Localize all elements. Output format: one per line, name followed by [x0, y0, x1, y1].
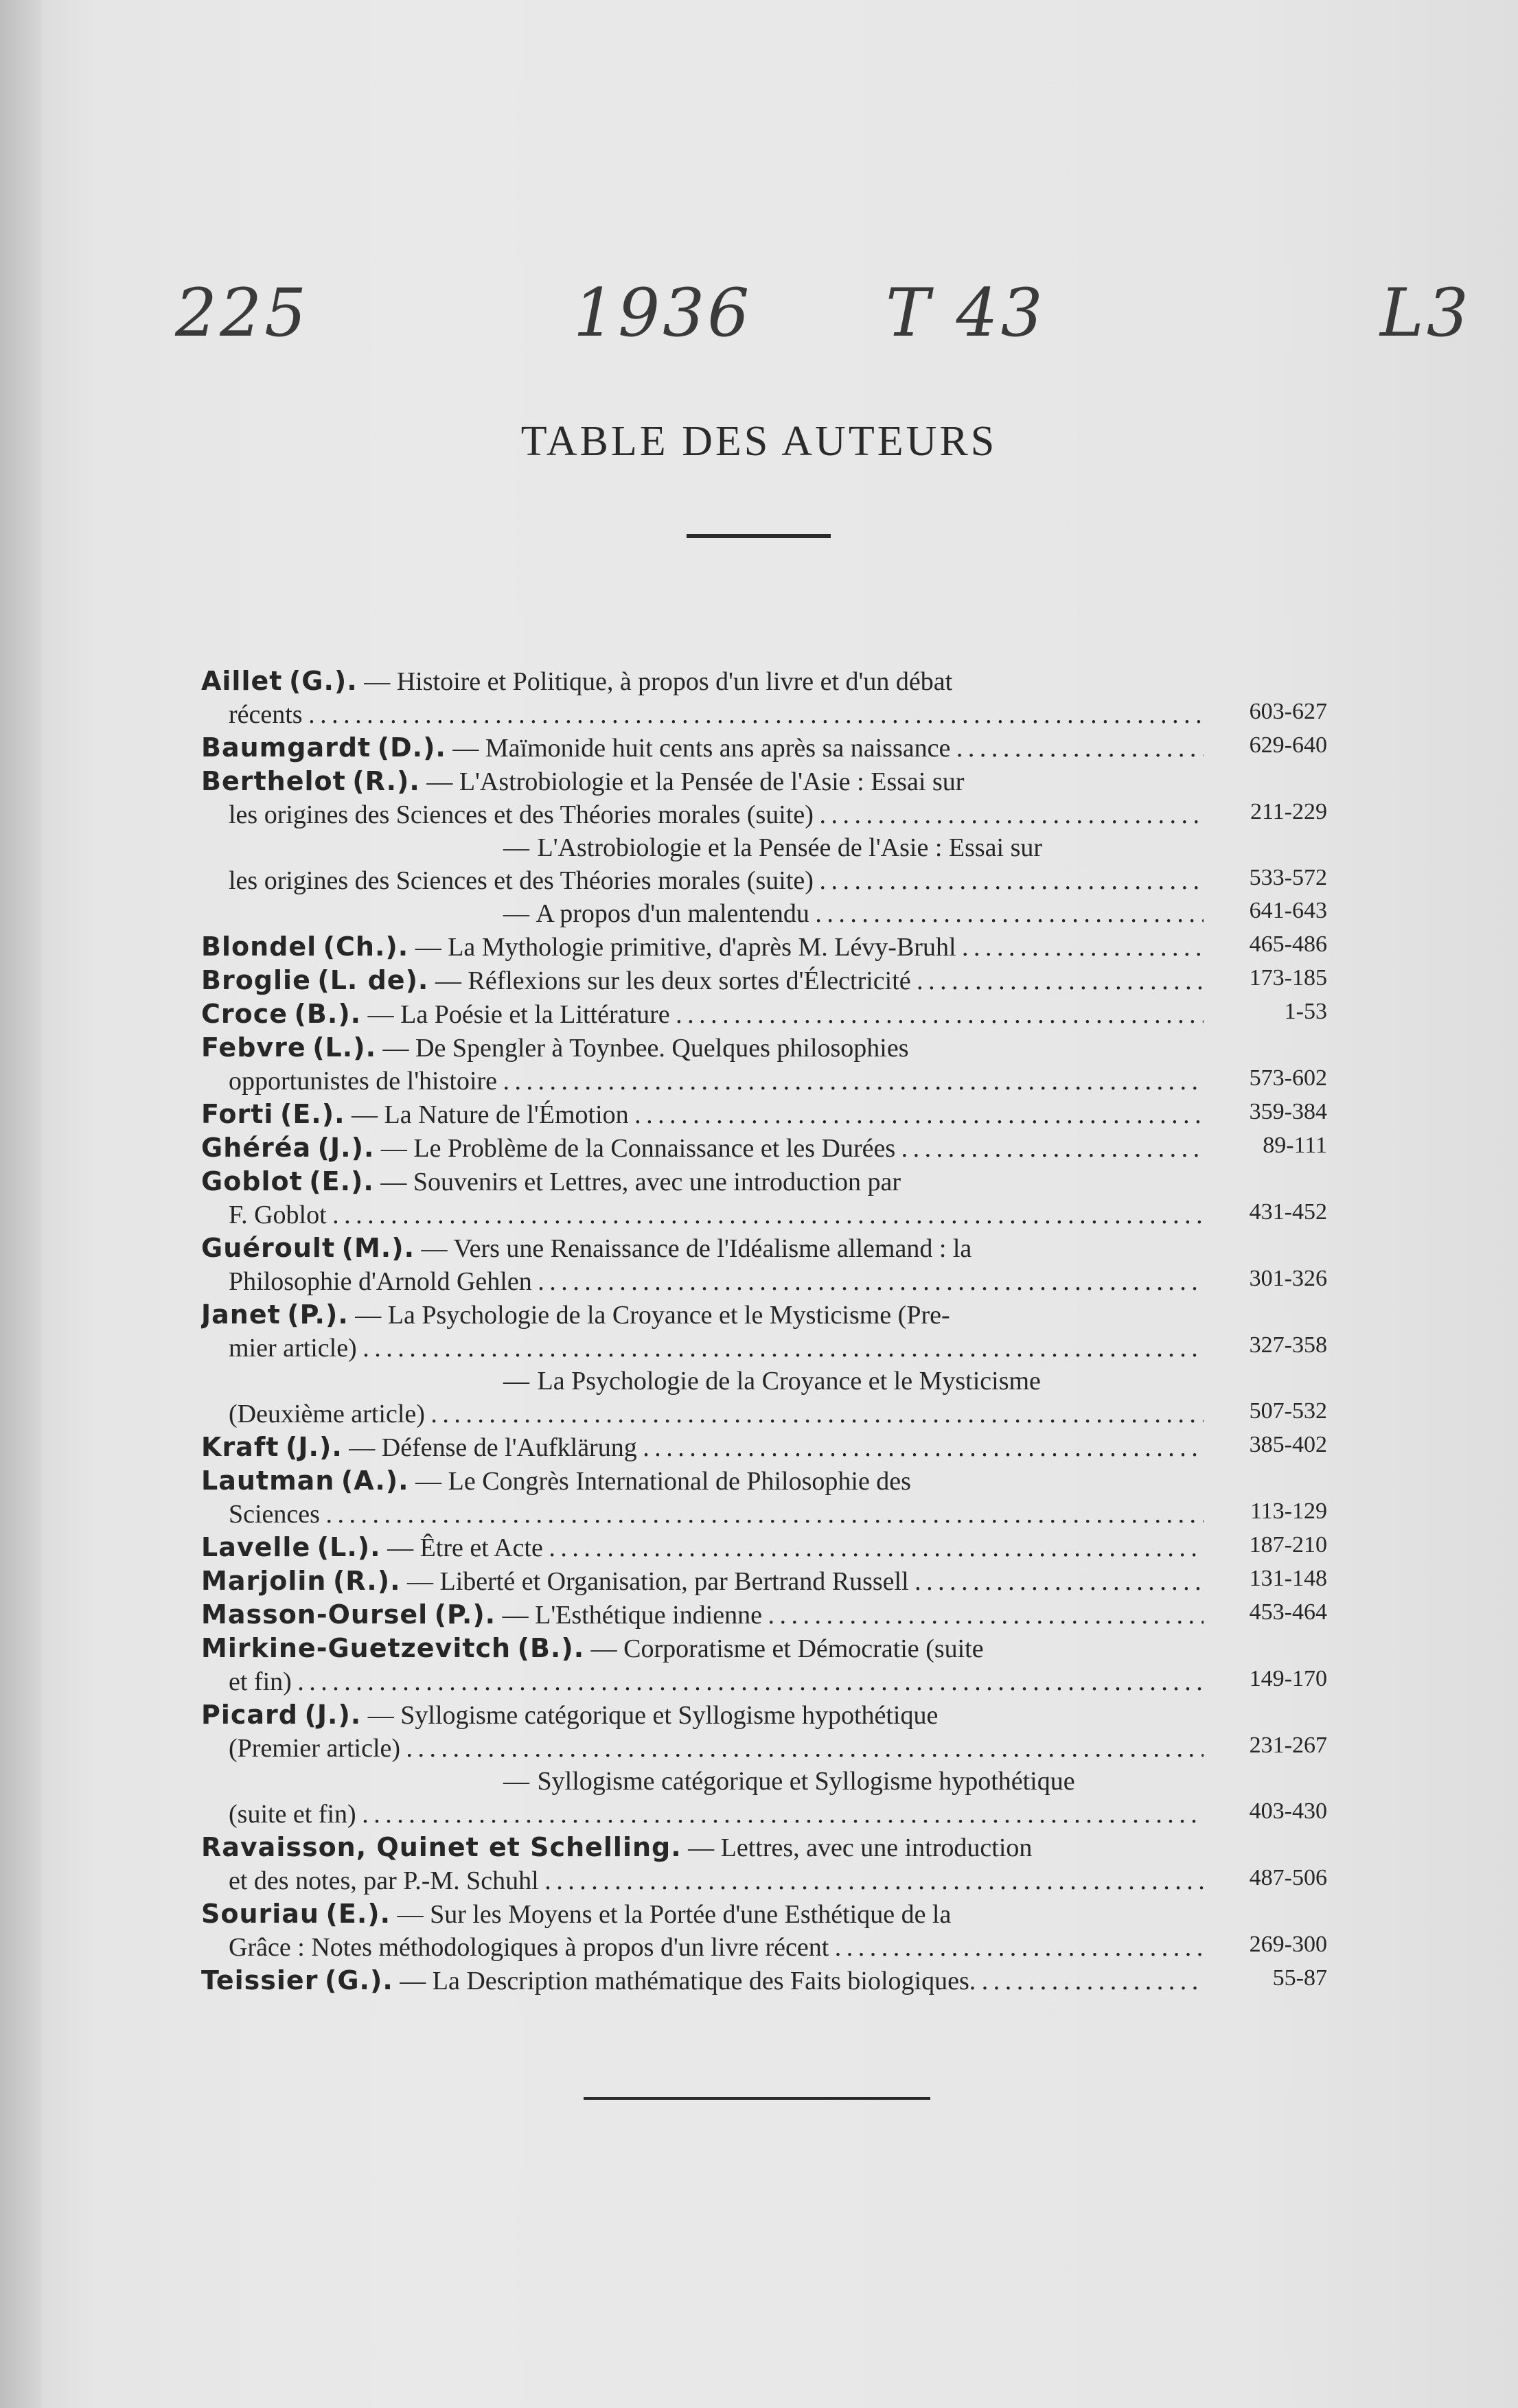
entry-initials: (P.). — [434, 1599, 496, 1630]
index-entry — [201, 1765, 1327, 1831]
entry-text-line — [201, 1564, 1204, 1598]
entry-text-line — [201, 1698, 1204, 1732]
entry-title-text: — Corporatisme et Démocratie (suite — [590, 1634, 984, 1663]
entry-initials: (J.). — [286, 1432, 343, 1462]
entry-pages: 573-602 — [1249, 1065, 1327, 1091]
entry-text-line — [201, 864, 1204, 897]
index-entry — [201, 765, 1327, 831]
index-entry — [201, 1031, 1327, 1098]
entry-pages: 327-358 — [1249, 1332, 1327, 1358]
entry-text-line — [201, 1531, 1204, 1564]
entry-pages: 453-464 — [1249, 1599, 1327, 1625]
index-entry — [201, 1598, 1327, 1632]
entry-title-text: Sciences — [229, 1500, 320, 1529]
entry-author: Lavelle — [201, 1532, 311, 1562]
entry-title-text: — Syllogisme catégorique et Syllogisme hypothétique — [367, 1701, 939, 1730]
entry-title-text: — De Spengler à Toynbee. Quelques philosophies — [382, 1034, 909, 1063]
entry-pages: 113-129 — [1250, 1498, 1327, 1524]
index-entry — [201, 664, 1327, 731]
entry-text-line — [201, 1131, 1204, 1165]
index-entry — [201, 964, 1327, 997]
entry-text-line: — Syllogisme catégorique et Syllogisme hypothétique — [503, 1767, 1075, 1796]
entry-pages: 131-148 — [1249, 1566, 1327, 1591]
entry-author: Mirkine-Guetzevitch — [201, 1633, 511, 1663]
entry-text-line: — L'Astrobiologie et la Pensée de l'Asie : Essai sur — [503, 833, 1043, 862]
entry-text-line — [201, 1031, 1204, 1065]
entry-text-line — [201, 1897, 1204, 1931]
entry-pages: 641-643 — [1249, 898, 1327, 923]
entry-initials: (G.). — [324, 1965, 393, 1995]
entry-pages: 603-627 — [1249, 699, 1327, 724]
entry-title-text: — La Mythologie primitive, d'après M. Lévy-Bruhl — [415, 933, 956, 962]
index-entry — [201, 1831, 1327, 1897]
entry-pages: 385-402 — [1249, 1432, 1327, 1457]
entry-pages: 187-210 — [1249, 1532, 1327, 1558]
entry-text-line — [201, 1165, 1204, 1199]
entry-title-text: — Réflexions sur les deux sortes d'Électricité — [435, 966, 911, 995]
entry-text-line — [201, 1332, 1204, 1365]
entry-pages: 301-326 — [1249, 1266, 1327, 1291]
entry-title-text: — L'Esthétique indienne — [502, 1601, 762, 1630]
entry-pages: 231-267 — [1249, 1733, 1327, 1758]
entry-initials: (B.). — [294, 999, 362, 1029]
entry-title-text: récents — [229, 700, 303, 729]
entry-text-line — [201, 798, 1204, 831]
entry-text-line — [201, 731, 1204, 765]
entry-title-text: — Le Problème de la Connaissance et les Durées — [380, 1134, 896, 1163]
entry-initials: (P.). — [287, 1299, 349, 1330]
entry-title-text: La Psychologie de la Croyance et le Mysticisme — [537, 1367, 1041, 1396]
entry-text-line: — A propos d'un malentendu . . . — [201, 897, 1204, 930]
entry-author: Goblot — [201, 1166, 303, 1196]
entry-initials: (B.). — [517, 1633, 585, 1663]
index-entry — [201, 1165, 1327, 1231]
entry-pages: 55-87 — [1272, 1965, 1327, 1991]
entry-title-text: opportunistes de l'histoire — [229, 1067, 498, 1096]
index-entry — [201, 1531, 1327, 1564]
entry-text-line — [201, 1632, 1204, 1665]
entry-title-text: (Deuxième article) — [229, 1400, 425, 1428]
entry-title-text: (suite et fin) — [229, 1800, 356, 1829]
entry-pages: 465-486 — [1249, 931, 1327, 957]
entry-text-line — [201, 1665, 1204, 1698]
index-entry — [201, 1298, 1327, 1365]
entry-title-text: et des notes, par P.-M. Schuhl — [229, 1866, 539, 1895]
entry-initials: (M.). — [341, 1233, 415, 1263]
entry-text-line — [201, 1598, 1204, 1632]
entry-title-text: Philosophie d'Arnold Gehlen — [229, 1267, 532, 1296]
index-entry — [201, 1098, 1327, 1131]
index-entry — [201, 1897, 1327, 1964]
entry-initials: (L.). — [312, 1032, 377, 1063]
entry-author: Guéroult — [201, 1233, 336, 1263]
entry-title-text: — L'Astrobiologie et la Pensée de l'Asie : Essai sur — [426, 767, 965, 796]
entry-initials: (D.). — [377, 732, 446, 763]
entry-author: Lautman — [201, 1466, 335, 1496]
entry-text-line — [201, 1398, 1204, 1431]
entry-title-text: F. Goblot — [229, 1201, 327, 1229]
entry-title-text: — Souvenirs et Lettres, avec une introduction par — [380, 1168, 901, 1196]
entry-title-text: — La Poésie et la Littérature — [367, 1000, 670, 1029]
entry-text-line: — La Psychologie de la Croyance et le Mysticisme — [503, 1367, 1041, 1396]
entry-title-text: — Vers une Renaissance de l'Idéalisme allemand : la — [421, 1234, 972, 1263]
entry-pages: 89-111 — [1263, 1133, 1327, 1158]
entry-author: Marjolin — [201, 1566, 327, 1596]
entry-text-line — [201, 765, 1204, 798]
index-entry — [201, 731, 1327, 765]
entry-title-text: et fin) — [229, 1667, 292, 1696]
entry-text-line — [201, 1964, 1204, 1998]
entry-text-line — [201, 930, 1204, 964]
entry-title-text: — Liberté et Organisation, par Bertrand Russell — [407, 1567, 909, 1596]
entry-author: Kraft — [201, 1432, 279, 1462]
entry-title-text: — Sur les Moyens et la Portée d'une Esthétique de la — [397, 1900, 952, 1929]
entry-author: Berthelot — [201, 766, 346, 796]
entry-text-line — [201, 664, 1204, 698]
entry-author: Ravaisson, Quinet et Schelling. — [201, 1832, 682, 1862]
entry-author: Janet — [201, 1299, 281, 1330]
entry-pages: 533-572 — [1249, 865, 1327, 890]
entry-text-line — [201, 1265, 1204, 1298]
entry-title-text: les origines des Sciences et des Théories morales (suite) — [229, 866, 814, 895]
entry-pages: 1-53 — [1284, 999, 1327, 1024]
entry-pages: 173-185 — [1249, 965, 1327, 991]
entry-author: Broglie — [201, 965, 311, 995]
page-binding-shadow — [0, 0, 41, 2408]
entry-author: Masson-Oursel — [201, 1599, 428, 1630]
entry-author: Forti — [201, 1099, 274, 1129]
entry-pages: 149-170 — [1249, 1666, 1327, 1691]
entry-initials: (J.). — [317, 1133, 375, 1163]
entry-title-text: — Défense de l'Aufklärung — [349, 1433, 637, 1462]
entry-title-text: A propos d'un malentendu — [536, 899, 809, 928]
entry-text-line — [201, 1798, 1204, 1831]
author-index-list — [201, 664, 1327, 1998]
footer-divider — [584, 2097, 930, 2100]
entry-title-text: L'Astrobiologie et la Pensée de l'Asie : Essai sur — [537, 833, 1043, 862]
entry-title-text: — La Psychologie de la Croyance et le Mysticisme (Pre- — [355, 1301, 950, 1330]
entry-text-line — [201, 1931, 1204, 1964]
index-entry — [201, 1632, 1327, 1698]
entry-title-text: — Maïmonide huit cents ans après sa naissance — [452, 734, 951, 763]
entry-initials: (R.). — [352, 766, 420, 796]
entry-pages: 359-384 — [1249, 1099, 1327, 1124]
entry-pages: 629-640 — [1249, 732, 1327, 758]
index-entry — [201, 997, 1327, 1031]
entry-initials: (J.). — [304, 1700, 362, 1730]
entry-initials: (G.). — [288, 666, 358, 696]
entry-pages: 403-430 — [1249, 1798, 1327, 1824]
entry-pages: 269-300 — [1249, 1932, 1327, 1957]
entry-title-text: Grâce : Notes méthodologiques à propos d'un livre récent — [229, 1933, 829, 1962]
entry-author: Blondel — [201, 931, 317, 962]
entry-initials: (A.). — [341, 1466, 409, 1496]
index-entry — [201, 1698, 1327, 1765]
entry-pages: 507-532 — [1249, 1398, 1327, 1424]
entry-author: Picard — [201, 1700, 298, 1730]
entry-author: Croce — [201, 999, 288, 1029]
entry-pages: 431-452 — [1249, 1199, 1327, 1225]
entry-text-line — [201, 1431, 1204, 1464]
entry-pages: 487-506 — [1249, 1865, 1327, 1890]
index-entry — [201, 1431, 1327, 1464]
entry-text-line — [201, 1831, 1204, 1864]
entry-text-line — [201, 1864, 1204, 1897]
entry-title-text: les origines des Sciences et des Théories morales (suite) — [229, 800, 814, 829]
entry-title-text: (Premier article) — [229, 1734, 401, 1763]
entry-title-text: — Être et Acte — [387, 1533, 543, 1562]
entry-text-line — [201, 1065, 1204, 1098]
entry-title-text: Syllogisme catégorique et Syllogisme hypothétique — [537, 1767, 1075, 1796]
entry-text-line — [201, 997, 1204, 1031]
index-entry — [201, 1131, 1327, 1165]
entry-text-line — [201, 1199, 1204, 1231]
index-entry — [201, 930, 1327, 964]
title-divider — [687, 534, 831, 538]
handwritten-shelf-mark: L3 — [1380, 275, 1471, 351]
entry-title-text: — Lettres, avec une introduction — [688, 1833, 1033, 1862]
entry-author: Baumgardt — [201, 732, 371, 763]
index-entry — [201, 831, 1327, 897]
index-entry — [201, 1964, 1327, 1998]
entry-author: Aillet — [201, 666, 283, 696]
entry-author: Teissier — [201, 1965, 319, 1995]
entry-title-text: — La Description mathématique des Faits biologiques. — [400, 1967, 976, 1995]
entry-author: Souriau — [201, 1899, 319, 1929]
entry-text-line — [201, 1298, 1204, 1332]
index-entry — [201, 1564, 1327, 1598]
entry-text-line — [201, 698, 1204, 731]
index-entry — [201, 897, 1327, 930]
entry-initials: (L. de). — [317, 965, 429, 995]
entry-title-text: — Histoire et Politique, à propos d'un livre et d'un débat — [364, 667, 953, 696]
entry-author: Ghéréa — [201, 1133, 312, 1163]
index-entry — [201, 1365, 1327, 1431]
entry-author: Febvre — [201, 1032, 306, 1063]
page-title: TABLE DES AUTEURS — [520, 418, 998, 465]
entry-text-line — [201, 1098, 1204, 1131]
entry-initials: (E.). — [325, 1899, 391, 1929]
entry-title-text: — La Nature de l'Émotion — [352, 1100, 629, 1129]
entry-initials: (Ch.). — [323, 931, 409, 962]
entry-pages: 211-229 — [1250, 799, 1327, 824]
entry-title-text: — Le Congrès International de Philosophie des — [415, 1467, 911, 1496]
handwritten-year: 1936 — [573, 275, 752, 351]
handwritten-note: 225 — [175, 275, 310, 351]
entry-title-text: mier article) — [229, 1334, 357, 1363]
index-entry — [201, 1231, 1327, 1298]
entry-text-line — [201, 1498, 1204, 1531]
entry-initials: (R.). — [332, 1566, 401, 1596]
entry-initials: (L.). — [317, 1532, 381, 1562]
entry-text-line — [201, 1464, 1204, 1498]
index-entry — [201, 1464, 1327, 1531]
handwritten-volume: T 43 — [886, 275, 1046, 351]
entry-text-line — [201, 964, 1204, 997]
entry-initials: (E.). — [279, 1099, 345, 1129]
entry-text-line — [201, 1732, 1204, 1765]
entry-initials: (E.). — [309, 1166, 374, 1196]
entry-text-line — [201, 1231, 1204, 1265]
